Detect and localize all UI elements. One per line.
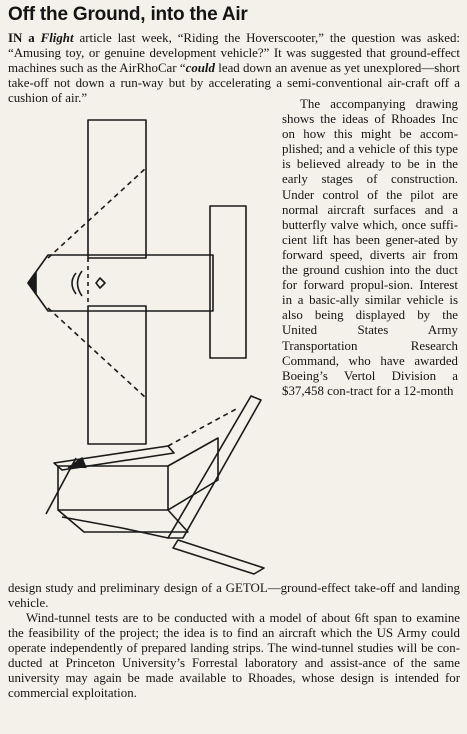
article-headline: Off the Ground, into the Air [8, 4, 248, 25]
plan-cockpit-arc-1 [72, 273, 76, 294]
persp-duct-line [168, 408, 238, 446]
plan-lower-wing [88, 306, 146, 444]
intro-text-2: lead down an avenue as yet unexplored—short take-off not down a run-way but by accelerating a semi-conventional air-craft off a cushion of air.” [8, 61, 460, 105]
bottom-continuation: design study and preliminary design of a GETOL—ground-effect take-off and landing vehicle. [8, 581, 460, 610]
intro-paragraph [8, 31, 460, 106]
persp-body [58, 466, 168, 510]
plan-nose [28, 272, 36, 294]
intro-quote-italic: could [185, 61, 215, 75]
right-column [282, 97, 458, 399]
vehicle-drawing [18, 108, 282, 583]
intro-lead: IN a [8, 31, 35, 45]
vehicle-drawing-svg [18, 108, 282, 583]
bottom-paragraph: Wind-tunnel tests are to be conducted with a model of about 6ft span to examine the feasibility of the project; the idea is to find an aircraft which the US Army could operate independently of prepared landing strips. The wind-tunnel studies will be con-ducted at Princeton University’s Forrestal laboratory and assist-ance of the same university may again be made available to Rhoades, whose design is intended for commercial exploitation. [8, 611, 460, 700]
persp-upper-wing [168, 396, 261, 538]
column-paragraph: The accompanying drawing shows the ideas of Rhoades Inc on how this might be accom-plished; and a vehicle of this type is believed already to be in the early stages of construction. Under control of the pilot are normal aircraft surfaces and a butterfly valve which, once suffi-cient lift has been gener-ated by forward speed, diverts air from the ground cushion into the duct for forward propul-sion. Interest in a basic-ally similar vehicle is also being displayed by the United States Army Transportation Research Command, who have awarded Boeing’s Vertol Division a $37,458 con-tract for a 12-month [282, 97, 458, 398]
persp-lower-wing [173, 540, 264, 574]
publication-name: Flight [40, 31, 74, 45]
intro-text-1: article last week, “Riding the Hoverscooter,” the question was asked: “Amusing toy, or genuine development vehicle?” It was suggested that ground-effect machines such as the AirRhoCar “ [8, 31, 460, 75]
plan-upper-wing [88, 120, 146, 258]
bottom-text [8, 581, 460, 701]
persp-front [168, 438, 218, 510]
plan-tail-plane [210, 206, 246, 358]
plan-cockpit-symbol [96, 278, 105, 288]
plan-duct-line-lower [48, 308, 146, 398]
plan-fuselage [28, 255, 213, 311]
plan-cockpit-arc-2 [78, 271, 83, 296]
plan-duct-line-upper [48, 168, 146, 258]
